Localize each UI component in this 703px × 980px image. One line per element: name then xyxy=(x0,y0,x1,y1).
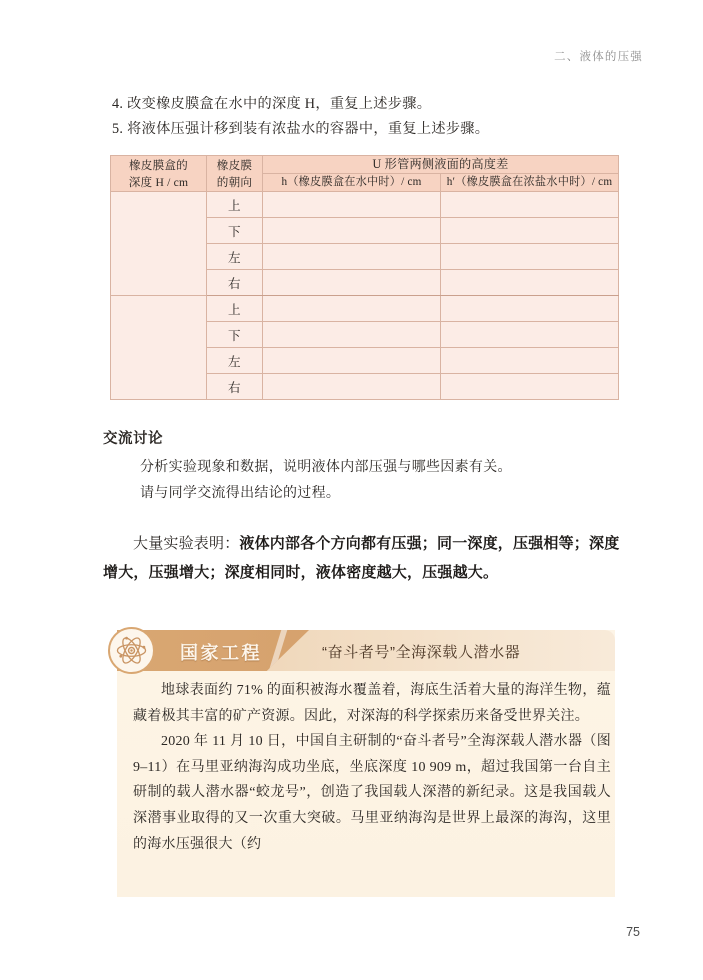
experiment-data-table xyxy=(110,155,618,400)
atom-icon xyxy=(108,627,155,674)
cell-h-brine[interactable] xyxy=(441,296,619,322)
discussion-body xyxy=(140,455,633,507)
conclusion-bold: 液体内部各个方向都有压强；同一深度，压强相等；深度增大，压强增大；深度相同时，液体密度越大，压强越大。 xyxy=(103,536,620,581)
header-depth-line2: 深度 H / cm xyxy=(128,175,189,189)
discussion-line: 分析实验现象和数据，说明液体内部压强与哪些因素有关。 xyxy=(140,460,512,475)
cell-h-water[interactable] xyxy=(263,270,441,296)
table-row xyxy=(111,192,619,218)
cell-h-water[interactable] xyxy=(263,348,441,374)
header-orientation-line1: 橡皮膜 xyxy=(216,158,253,172)
cell-direction: 左 xyxy=(207,244,263,270)
cell-h-brine[interactable] xyxy=(441,374,619,400)
cell-h-water[interactable] xyxy=(263,374,441,400)
feature-title: “奋斗者号”全海深载人潜水器 xyxy=(322,644,521,661)
feature-label: 国家工程 xyxy=(180,643,262,663)
cell-h-brine[interactable] xyxy=(441,348,619,374)
cell-h-brine[interactable] xyxy=(441,270,619,296)
table-body xyxy=(111,192,619,400)
cell-direction: 下 xyxy=(207,218,263,244)
cell-h-water[interactable] xyxy=(263,296,441,322)
cell-depth[interactable] xyxy=(111,296,207,400)
cell-h-water[interactable] xyxy=(263,322,441,348)
cell-h-water[interactable] xyxy=(263,218,441,244)
cell-direction: 上 xyxy=(207,296,263,322)
cell-h-water[interactable] xyxy=(263,244,441,270)
cell-direction: 右 xyxy=(207,270,263,296)
step-item: 5. 将液体压强计移到装有浓盐水的容器中，重复上述步骤。 xyxy=(112,121,490,137)
conclusion-paragraph xyxy=(103,530,629,588)
running-head: 二、液体的压强 xyxy=(554,51,643,63)
procedure-steps xyxy=(112,92,633,142)
header-h-water: h（橡皮膜盒在水中时）/ cm xyxy=(263,174,441,192)
header-height-difference: U 形管两侧液面的高度差 xyxy=(263,156,619,174)
cell-h-brine[interactable] xyxy=(441,322,619,348)
feature-paragraph: 地球表面约 71% 的面积被海水覆盖着，海底生活着大量的海洋生物，蕴藏着极其丰富的矿产资源。因此，对深海的科学探索历来备受世界关注。 xyxy=(133,683,611,724)
cell-h-brine[interactable] xyxy=(441,244,619,270)
header-depth-line1: 橡皮膜盒的 xyxy=(129,158,188,172)
cell-h-water[interactable] xyxy=(263,192,441,218)
cell-depth[interactable] xyxy=(111,192,207,296)
cell-h-brine[interactable] xyxy=(441,218,619,244)
page-number: 75 xyxy=(626,925,640,939)
cell-direction: 上 xyxy=(207,192,263,218)
header-orientation-line2: 的朝向 xyxy=(216,175,253,189)
step-item: 4. 改变橡皮膜盒在水中的深度 H，重复上述步骤。 xyxy=(112,96,432,112)
header-h-brine: h′（橡皮膜盒在浓盐水中时）/ cm xyxy=(441,174,619,192)
discussion-heading: 交流讨论 xyxy=(103,431,163,447)
header-depth xyxy=(111,156,207,192)
cell-direction: 右 xyxy=(207,374,263,400)
feature-banner xyxy=(117,630,615,671)
table-row xyxy=(111,296,619,322)
table-header-row xyxy=(111,156,619,174)
conclusion-lead: 大量实验表明： xyxy=(133,536,240,552)
feature-body-text xyxy=(133,678,611,857)
cell-h-brine[interactable] xyxy=(441,192,619,218)
cell-direction: 下 xyxy=(207,322,263,348)
feature-paragraph: 2020 年 11 月 10 日，中国自主研制的“奋斗者号”全海深载人潜水器（图 9–11）在马里亚纳海沟成功坐底，坐底深度 10 909 m，超过我国第一台自主研制的载人潜水器“蛟龙号”，创造了我国载人深潜的新纪录。这是我国载人深潜事业取得的又一次重大突破。马里亚纳海沟是世界上最深的海沟，这里的海水压强很大（约 xyxy=(133,734,611,852)
cell-direction: 左 xyxy=(207,348,263,374)
discussion-line: 请与同学交流得出结论的过程。 xyxy=(140,486,341,501)
header-orientation xyxy=(207,156,263,192)
